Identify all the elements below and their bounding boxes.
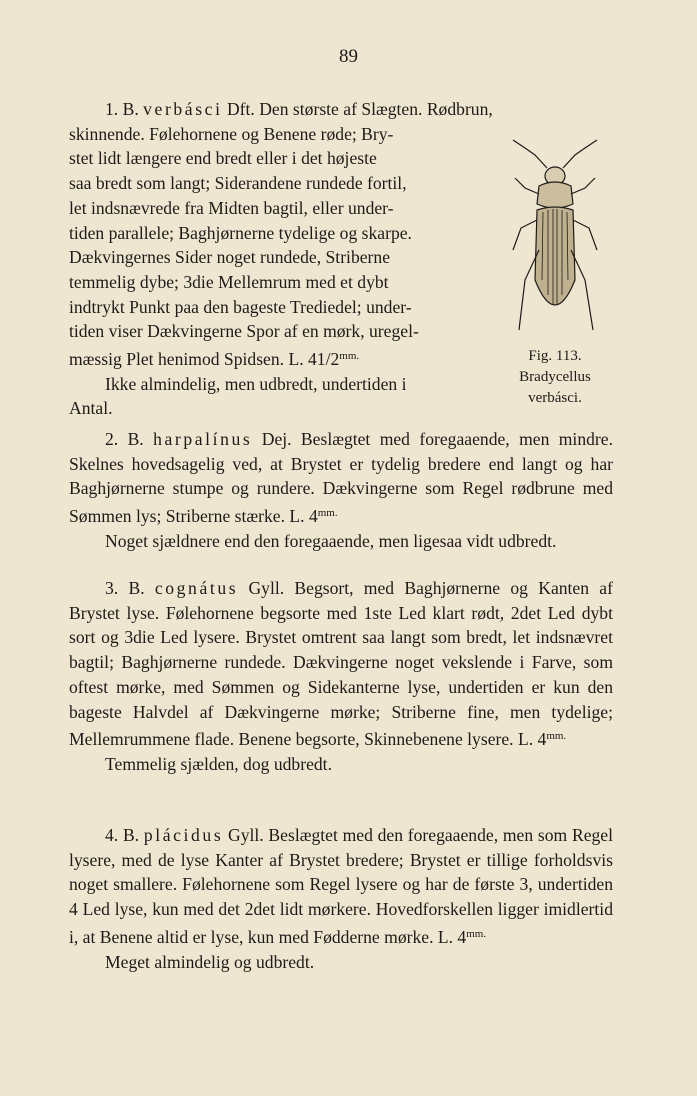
entry-verbasci-note-2: Antal. [69,398,113,419]
leg-front-left [515,178,539,194]
entry-verbasci-text-9: tiden viser Dækvingerne Spor af en mørk, uregel- [69,321,419,342]
entry-cognatus-unit: mm. [546,730,567,743]
elytra-shape [535,207,575,305]
entry-verbasci-text-1: skinnende. Følehornene og Benene røde; Bry- [69,123,394,144]
entry-harpalinus-desc [69,427,613,529]
entry-verbasci-text-6: Dækvingernes Sider noget rundede, Striberne [69,247,391,268]
page-number: 89 [339,46,358,67]
entry-verbasci-size-unit: mm. [339,350,360,363]
entry-harpalinus-text: Dej. Beslægtet med foregaaende, men mindre. Skelnes hovedsagelig ved, at Brystet er tydelig bredere end langt og har Baghjørnerne stumpe og rundere. Dækvingerne som Regel rødbrune med Sømmen lys; Striberne stærke. L. 4 [69,429,613,527]
entry-verbasci-note-1: Ikke almindelig, men udbredt, undertiden i [105,373,407,394]
entry-verbasci-text-5: tiden parallele; Baghjørnerne tydelige og skarpe. [69,222,412,243]
entry-verbasci-num: 1. B. [105,99,139,119]
entry-placidus-num: 4. B. [105,825,140,845]
entry-verbasci-name: verbásci [143,99,223,119]
entry-cognatus-desc [69,576,613,752]
entry-placidus-note: Meget almindelig og udbredt. [105,951,315,972]
entry-verbasci-line-0 [69,97,613,122]
entry-verbasci-text-7: temmelig dybe; 3die Mellemrum med et dybt [69,271,389,292]
entry-placidus-text: Gyll. Beslægtet med den foregaaende, men som Regel lysere, med de lyse Kanter af Brystet bredere; Brystet er tillige forholdsvis noget smallere. Følehornene som Regel lysere og har de første 3, undertiden 4 Led lyse, kun med det 2det lidt mørkere. Hovedforskellen ligger imidlertid i, at Benene altid er lyse, kun med Fødderne mørke. L. 4 [69,825,613,947]
entry-cognatus-note: Temmelig sjælden, dog udbredt. [105,753,332,774]
figure-species: verbásci. [528,390,582,406]
beetle-figure [495,130,615,370]
entry-cognatus-num: 3. B. [105,578,145,598]
entry-placidus-name: plácidus [143,825,224,845]
leg-mid-left [513,220,537,250]
entry-harpalinus-name: harpalínus [153,429,253,449]
figure-label: Fig. 113. [528,348,582,364]
entry-verbasci-text-3: saa bredt som langt; Siderandene rundede fortil, [69,173,407,194]
entry-cognatus-name: cognátus [154,578,239,598]
entry-verbasci-text-10-main: mæssig Plet henimod Spidsen. L. 4 [69,349,317,370]
entry-harpalinus-unit: mm. [317,507,338,520]
antenna-left [513,140,547,168]
entry-placidus-desc [69,823,613,950]
entry-verbasci-body [69,122,487,421]
entry-verbasci-text-10 [69,344,487,372]
entry-verbasci-text-2: stet lidt længere end bredt eller i det højeste [69,148,377,169]
figure-genus: Bradycellus [519,369,591,385]
entry-cognatus-text: Gyll. Begsort, med Baghjørnerne og Kanten af Brystet lyse. Følehornene begsorte med 1ste Led klart rødt, 2det Led dybt sort og 3die Led lysere. Brystet omtrent saa langt som bredt, let indsnævret bagtil; Baghjørnerne rundede. Dækvingerne noget vekslende i Farve, som oftest mørke, med Sømmen og Sidekanterne lyse, undertiden er kun den bageste Halvdel af Dækvingerne mørke; Striberne fine, men tydelige; Mellemrummene flade. Benene begsorte, Skinnebenene lysere. L. 4 [69,578,613,750]
entry-harpalinus [69,427,613,554]
entry-harpalinus-note: Noget sjældnere end den foregaaende, men ligesaa vidt udbredt. [105,530,557,551]
leg-front-right [571,178,595,194]
entry-verbasci-text-4: let indsnævrede fra Midten bagtil, eller under- [69,197,394,218]
figure-caption [495,346,615,409]
antenna-right [563,140,597,168]
leg-mid-right [573,220,597,250]
entry-placidus-unit: mm. [466,927,487,940]
entry-placidus [69,823,613,974]
entry-verbasci-text-0: Dft. Den største af Slægten. Rødbrun, [226,99,493,119]
pronotum-shape [537,182,573,208]
entry-cognatus [69,576,613,777]
entry-harpalinus-num: 2. B. [105,429,144,449]
entry-verbasci-size-frac: 1/2 [316,349,340,370]
entry-verbasci-text-8: indtrykt Punkt paa den bageste Trediedel; under- [69,296,412,317]
